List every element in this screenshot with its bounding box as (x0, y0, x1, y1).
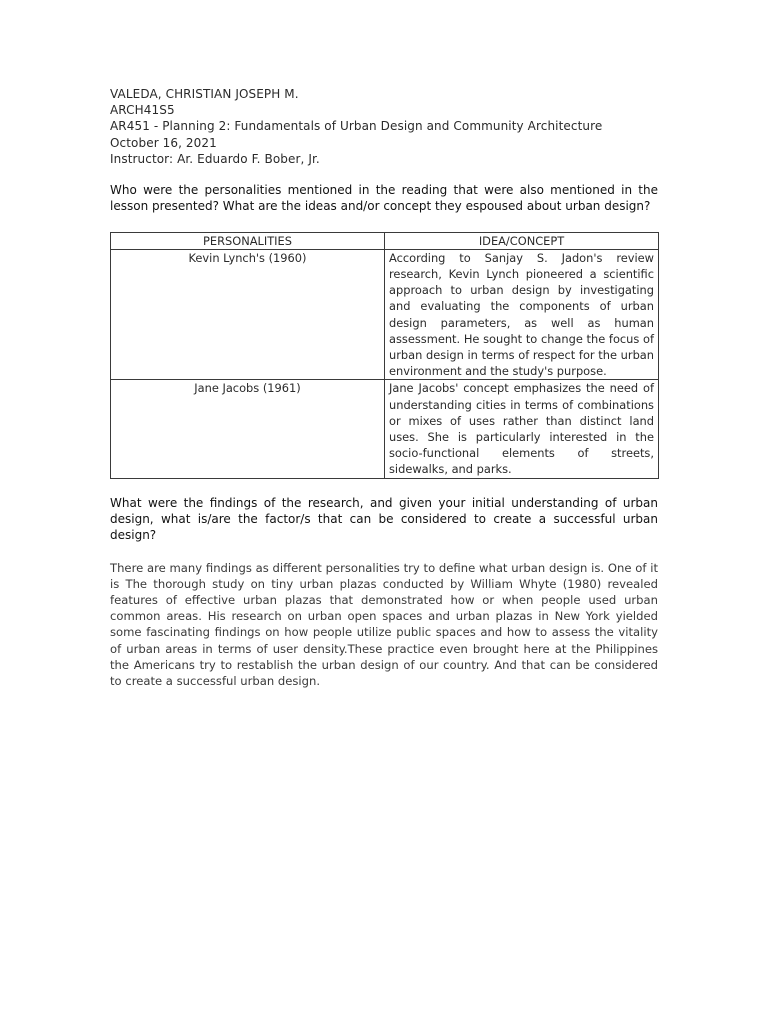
section-code: ARCH41S5 (110, 103, 175, 118)
personality-cell: Jane Jacobs (1961) (111, 380, 385, 478)
table-row (111, 249, 659, 380)
question-1: Who were the personalities mentioned in the reading that were also mentioned in the lesson presented? What are the ideas and/or concept they espoused about urban design? (110, 183, 658, 214)
column-header-personalities: PERSONALITIES (111, 232, 385, 249)
personality-cell: Kevin Lynch's (1960) (111, 249, 385, 380)
column-header-idea-concept: IDEA/CONCEPT (385, 232, 659, 249)
question-2: What were the findings of the research, and given your initial understanding of urban design, what is/are the factor/s that can be considered to create a successful urban design? (110, 495, 658, 543)
submission-date: October 16, 2021 (110, 135, 217, 150)
document-header (110, 86, 658, 167)
student-name: VALEDA, CHRISTIAN JOSEPH M. (110, 87, 299, 101)
table-row (111, 380, 659, 478)
document-page (110, 86, 658, 701)
answer-2: There are many findings as different personalities try to define what urban design is. One of it is The thorough study on tiny urban plazas conducted by William Whyte (1980) revealed features of effective urban plazas that demonstrated how or when people used urban common areas. His research on urban open spaces and urban plazas in New York yielded some fascinating findings on how people utilize public spaces and how to assess the vitality of urban areas in terms of user density.These practice even brought here at the Philippines the Americans try to restablish the urban design of our country. And that can be considered to create a successful urban design. (110, 560, 658, 688)
instructor-name: Instructor: Ar. Eduardo F. Bober, Jr. (110, 151, 320, 166)
concept-cell: Jane Jacobs' concept emphasizes the need of understanding cities in terms of combinations or mixes of uses rather than distinct land uses. She is particularly interested in the socio-functional elements of streets, sidewalks, and parks. (385, 380, 659, 478)
table-header-row (111, 232, 659, 249)
concept-cell: According to Sanjay S. Jadon's review research, Kevin Lynch pioneered a scientific approach to urban design by investigating and evaluating the components of urban design parameters, as well as human assessment. He sought to change the focus of urban design in terms of respect for the urban environment and the study's purpose. (385, 249, 659, 380)
course-title: AR451 - Planning 2: Fundamentals of Urban Design and Community Architecture (110, 119, 603, 134)
personalities-table (110, 232, 659, 479)
